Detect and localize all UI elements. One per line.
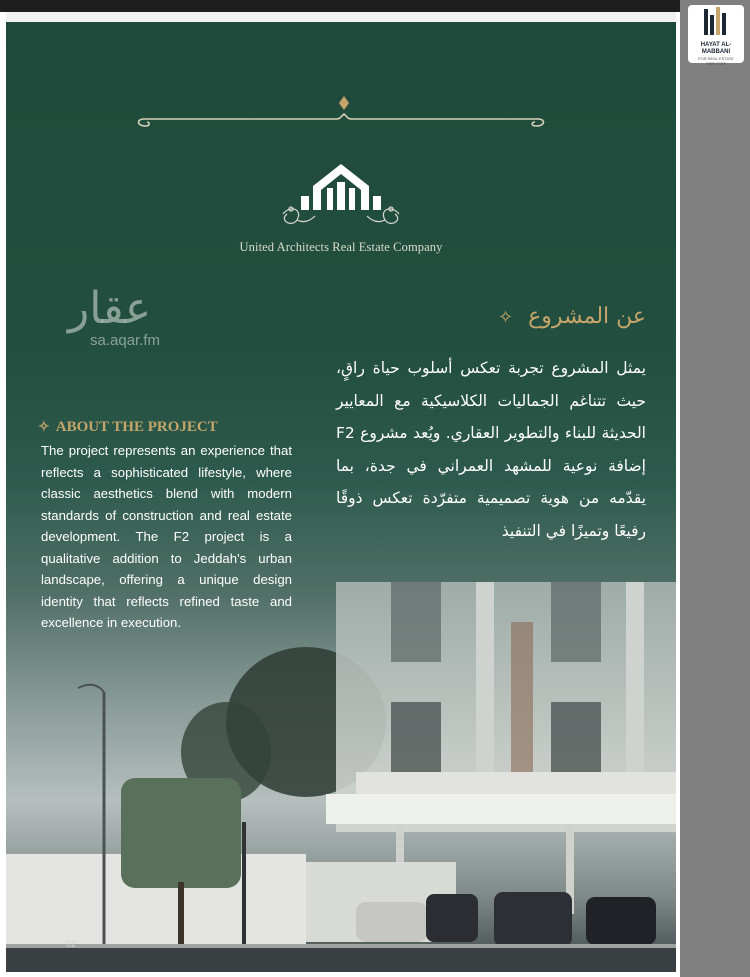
top-dark-strip bbox=[0, 0, 750, 12]
english-heading-text: ABOUT THE PROJECT bbox=[55, 419, 218, 435]
building-bars-icon bbox=[696, 5, 736, 37]
brand-logo[interactable] bbox=[688, 5, 744, 66]
brand-tagline: FOR REAL ESTATE SERVICES bbox=[698, 56, 734, 66]
brochure-page bbox=[6, 22, 676, 972]
brand-name: HAYAT AL-MABBANI bbox=[700, 42, 732, 55]
page-top-edge bbox=[6, 12, 676, 22]
english-paragraph: The project represents an experience that reflects a sophisticated lifestyle, where classic aesthetics blend with modern standards of construction and real estate development. The F2 project is a qualitative addition to Jeddah's urban landscape, offering a unique design identity that reflects refined taste and excellence in execution. bbox=[41, 443, 292, 630]
building-photo bbox=[6, 582, 676, 972]
arabic-heading bbox=[406, 304, 646, 329]
watermark-main: عقار bbox=[68, 283, 152, 334]
company-name: United Architects Real Estate Company bbox=[239, 240, 443, 254]
arabic-paragraph: يمثل المشروع تجربة تعكس أسلوب حياة راقٍ، حيث تتناغم الجماليات الكلاسيكية مع المعايير الحديثة للبناء والتطوير العقاري. ويُعد مشروع F2 إضافة نوعية للمشهد العمراني في جدة، بما يقدّمه من هوية تصميمية متفرّدة تعكس ذوقًا رفيعًا وتميزًا في التنفيذ bbox=[336, 359, 646, 540]
arabic-heading-text: عن المشروع bbox=[528, 304, 646, 329]
sparkle-icon: ✧ bbox=[497, 307, 514, 328]
company-building-logo bbox=[271, 154, 411, 244]
gold-divider-ornament bbox=[136, 94, 546, 134]
sparkle-icon: ✧ bbox=[38, 420, 50, 435]
viewer-side-panel bbox=[680, 0, 750, 977]
watermark-url: sa.aqar.fm bbox=[90, 332, 161, 349]
aqar-watermark bbox=[68, 284, 188, 349]
english-heading bbox=[38, 419, 338, 436]
page-number: 02 bbox=[66, 939, 77, 949]
